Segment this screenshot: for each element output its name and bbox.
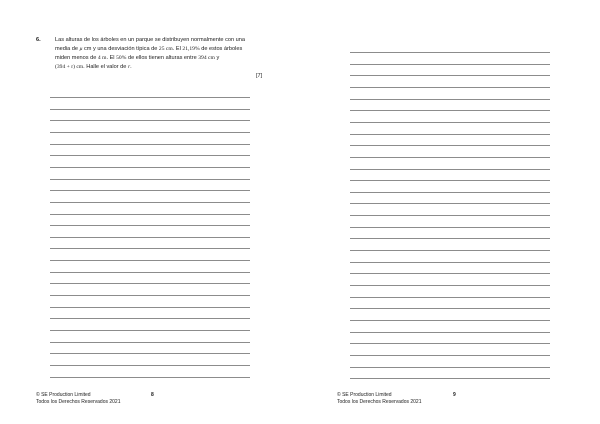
- answer-line: [50, 330, 250, 331]
- answer-line: [350, 203, 550, 204]
- answer-line: [50, 342, 250, 343]
- answer-line: [350, 110, 550, 111]
- answer-line: [50, 225, 250, 226]
- answer-line: [50, 167, 250, 168]
- answer-line: [350, 308, 550, 309]
- answer-line: [350, 227, 550, 228]
- answer-line: [50, 179, 250, 180]
- answer-line: [50, 283, 250, 284]
- answer-line: [350, 99, 550, 100]
- answer-line: [350, 367, 550, 368]
- answer-line: [50, 120, 250, 121]
- answer-line: [50, 132, 250, 133]
- answer-line: [350, 180, 550, 181]
- answer-line: [50, 295, 250, 296]
- answer-line: [350, 134, 550, 135]
- question-line-2: media de μ cm y una desviación típica de 25 cm. El 21,19% de estos árboles: [55, 46, 243, 52]
- answer-line: [50, 190, 250, 191]
- answer-line: [50, 353, 250, 354]
- answer-line: [350, 52, 550, 53]
- answer-line: [50, 377, 250, 378]
- answer-line: [350, 87, 550, 88]
- page-number-right: 9: [453, 392, 456, 398]
- answer-line: [50, 248, 250, 249]
- answer-line: [50, 237, 250, 238]
- answer-line: [350, 215, 550, 216]
- answer-line: [350, 297, 550, 298]
- answer-line: [350, 169, 550, 170]
- answer-line: [350, 343, 550, 344]
- answer-line: [350, 64, 550, 65]
- answer-line: [350, 273, 550, 274]
- answer-line: [50, 109, 250, 110]
- question-number: 6.: [36, 37, 41, 43]
- answer-line: [50, 155, 250, 156]
- answer-line: [50, 307, 250, 308]
- answer-line: [350, 75, 550, 76]
- question-line-4: (394 + r) cm. Halle el valor de r.: [55, 64, 132, 70]
- answer-line: [350, 378, 550, 379]
- answer-line: [350, 145, 550, 146]
- answer-line: [50, 272, 250, 273]
- answer-line: [350, 285, 550, 286]
- answer-line: [50, 144, 250, 145]
- answer-line: [350, 192, 550, 193]
- answer-line: [50, 365, 250, 366]
- answer-line: [50, 214, 250, 215]
- answer-line: [350, 157, 550, 158]
- footer-left: © SE Production Limited Todos los Derechos Reservados 2021: [36, 392, 121, 405]
- question-line-3: miden menos de 4 m. El 50% de ellos tienen alturas entre 394 cm y: [55, 55, 220, 61]
- answer-line: [50, 318, 250, 319]
- answer-line: [350, 250, 550, 251]
- answer-line: [350, 355, 550, 356]
- right-page: [300, 0, 600, 424]
- mu-symbol: μ: [79, 46, 83, 52]
- question-line-1: Las alturas de los árboles en un parque se distribuyen normalmente con una: [55, 37, 245, 43]
- answer-line: [50, 260, 250, 261]
- answer-line: [350, 320, 550, 321]
- answer-line: [50, 202, 250, 203]
- answer-line: [350, 122, 550, 123]
- footer-right: © SE Production Limited Todos los Derechos Reservados 2021: [337, 392, 422, 405]
- question-text: [55, 36, 273, 72]
- answer-line: [350, 332, 550, 333]
- answer-line: [350, 238, 550, 239]
- page-number-left: 8: [151, 392, 154, 398]
- answer-line: [350, 262, 550, 263]
- answer-line: [50, 97, 250, 98]
- marks-label: [7]: [256, 73, 263, 79]
